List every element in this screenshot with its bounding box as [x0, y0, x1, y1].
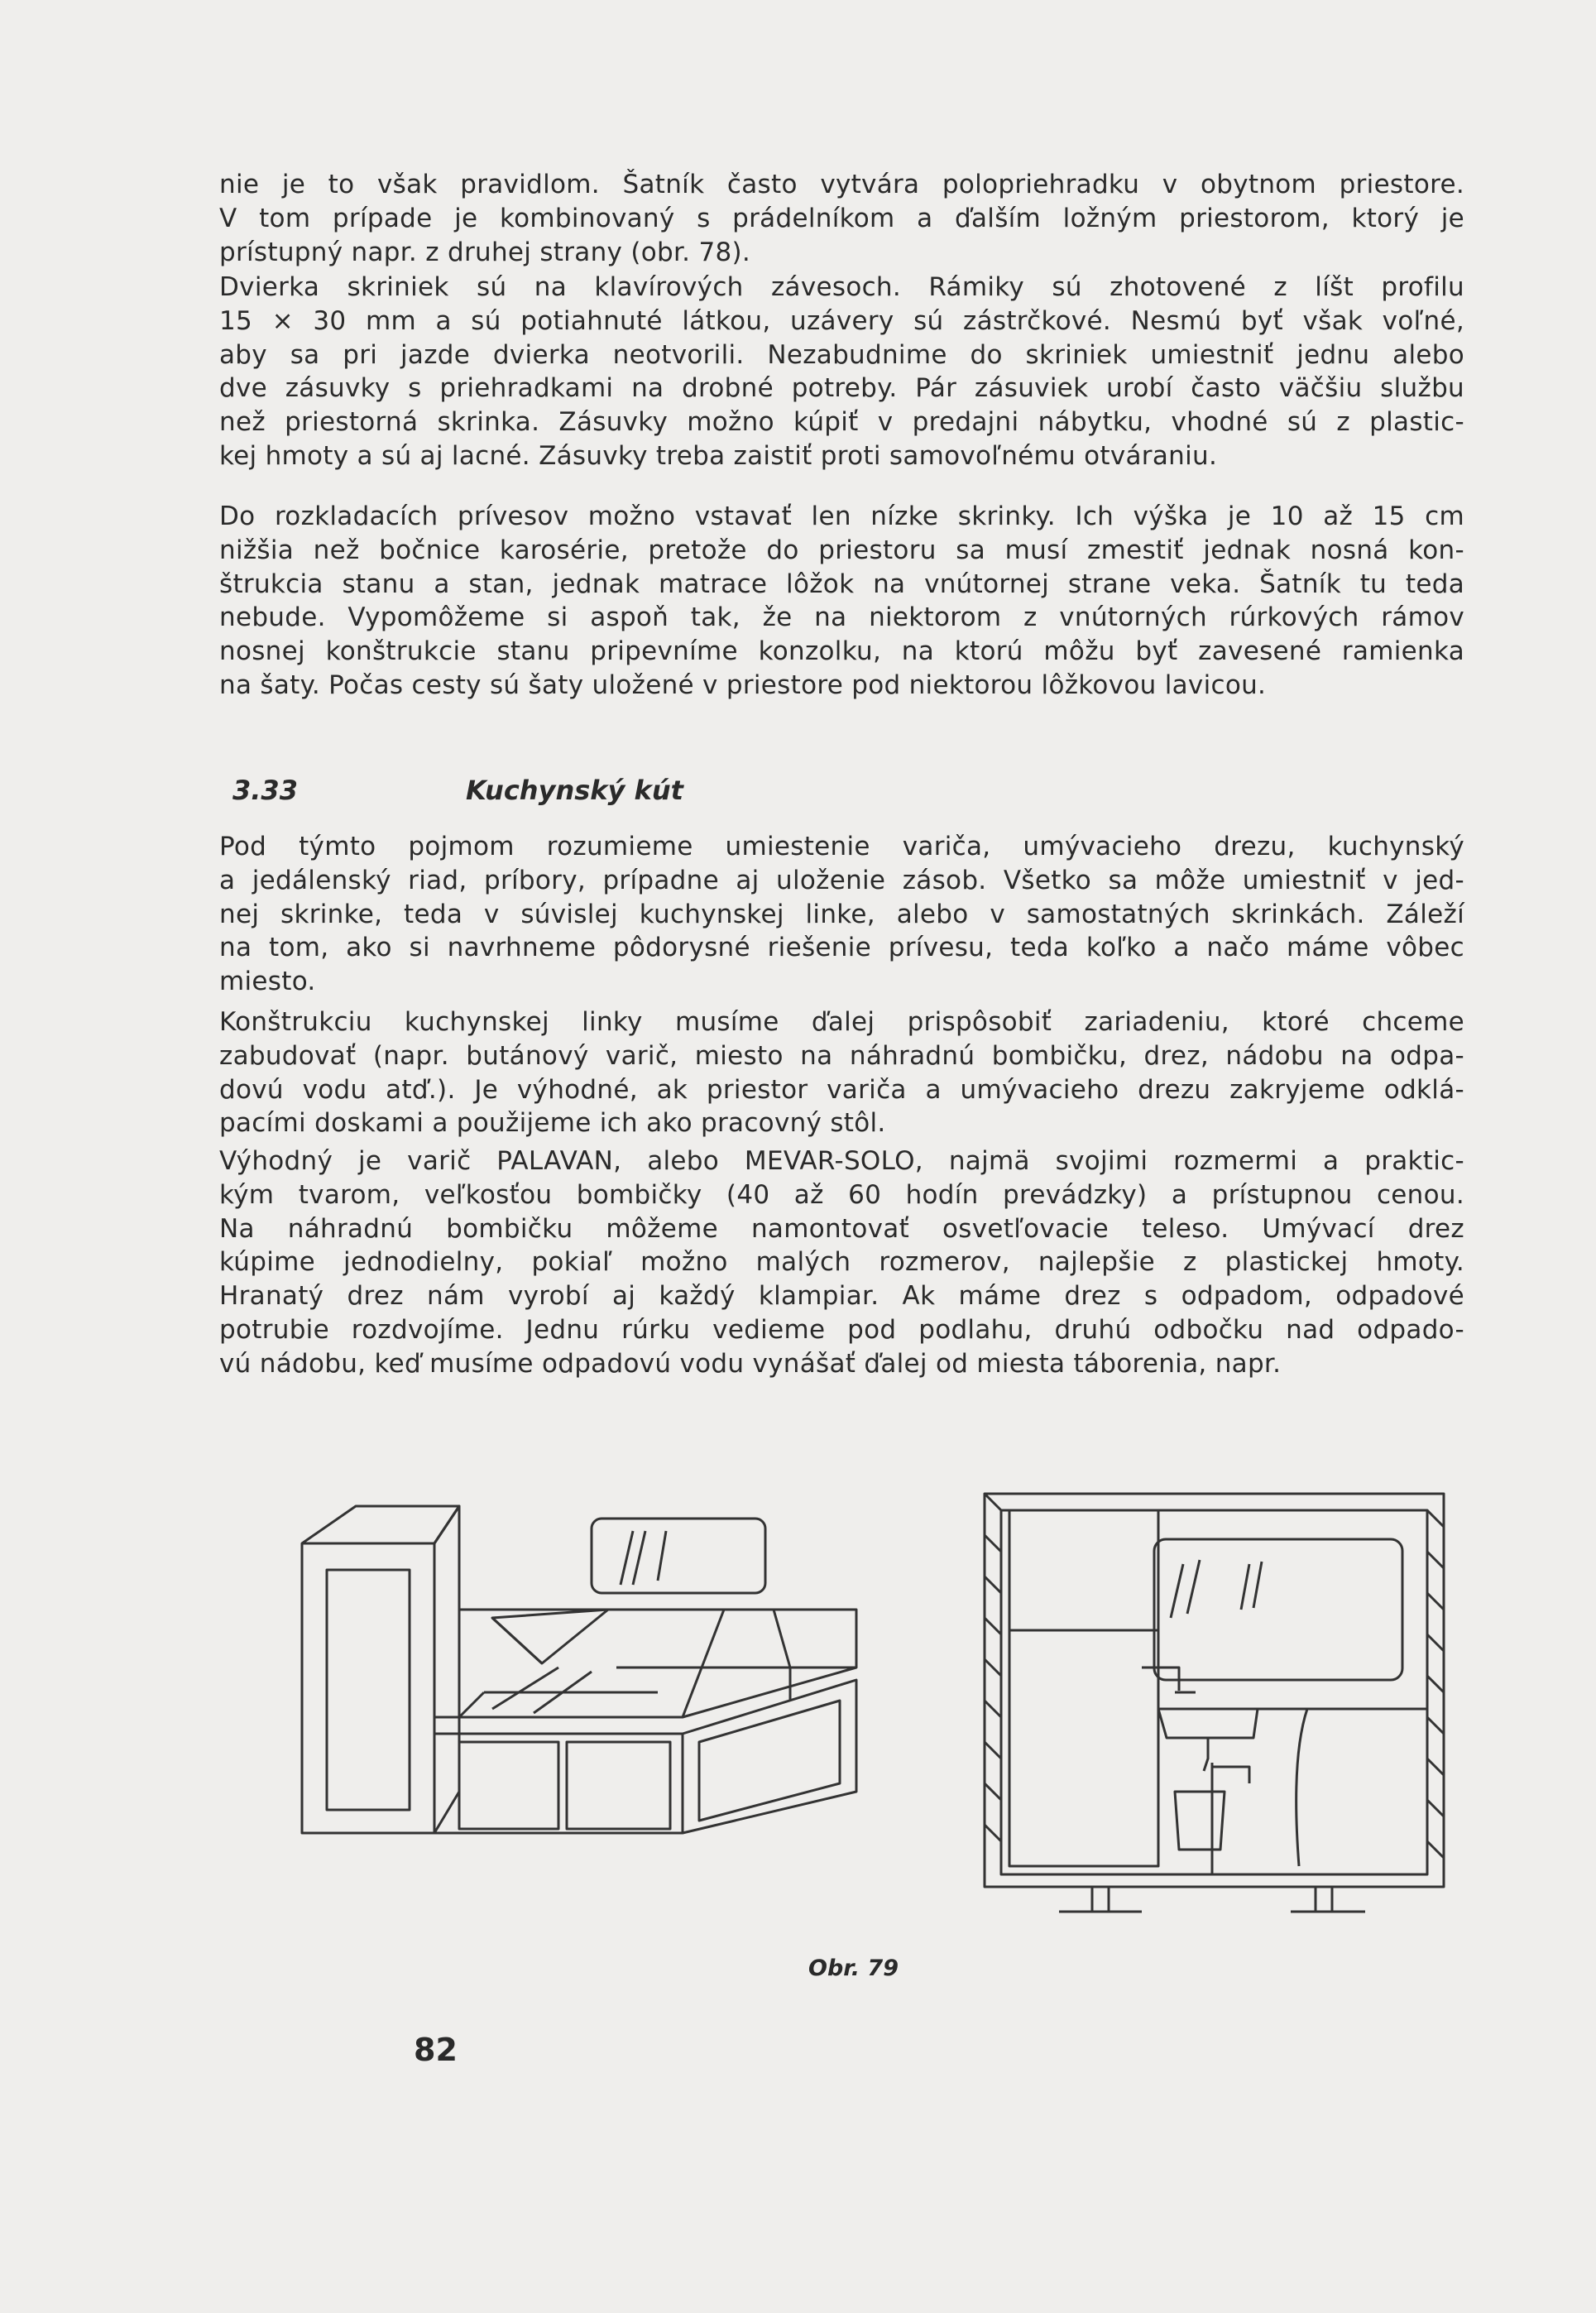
text-line: než priestorná skrinka. Zásuvky možno kúpiť v predajni nábytku, vhodné sú z plastic-: [219, 407, 1464, 438]
text-line: a jedálenský riad, príbory, prípadne aj uloženie zásob. Všetko sa môže umiestniť v jed-: [219, 865, 1464, 895]
text-line: Výhodný je varič PALAVAN, alebo MEVAR-SOLO, najmä svojimi rozmermi a praktic-: [219, 1146, 1464, 1176]
page-number: 82: [414, 2032, 458, 2068]
text-line: nie je to však pravidlom. Šatník často vytvára polopriehradku v obytnom priestore.: [219, 170, 1464, 199]
figure-caption: Obr. 79: [808, 1955, 899, 1981]
text-line: kým tvarom, veľkosťou bombičky (40 až 60 hodín prevádzky) a prístupnou cenou.: [219, 1179, 1464, 1210]
paragraph-kitchen-construction: [219, 1005, 1464, 1140]
kitchen-unit-section-drawing: [976, 1485, 1456, 1949]
paragraph-cabinet-doors: [219, 271, 1464, 473]
text-line: kúpime jednodielny, pokiaľ možno malých rozmerov, najlepšie z plastickej hmoty.: [219, 1247, 1464, 1278]
paragraph-wardrobe: [219, 168, 1464, 269]
text-line: Pod týmto pojmom rozumieme umiestenie variča, umývacieho drezu, kuchynský: [219, 832, 1464, 861]
kitchen-unit-perspective-drawing: [294, 1494, 873, 1858]
text-line: prístupný napr. z druhej strany (obr. 78).: [219, 237, 751, 267]
text-line: štrukcia stanu a stan, jednak matrace lôžok na vnútornej strane veka. Šatník tu teda: [219, 569, 1464, 599]
text-line: nebude. Vypomôžeme si aspoň tak, že na niektorom z vnútorných rúrkových rámov: [219, 602, 1464, 633]
section-number: 3.33: [232, 775, 298, 806]
text-line: kej hmoty a sú aj lacné. Zásuvky treba zaistiť proti samovoľnému otváraniu.: [219, 440, 1218, 471]
text-line: dve zásuvky s priehradkami na drobné potreby. Pár zásuviek urobí často väčšiu službu: [219, 373, 1464, 404]
text-line: V tom prípade je kombinovaný s prádelníkom a ďalším ložným priestorom, ktorý je: [219, 203, 1464, 233]
section-title: Kuchynský kút: [466, 775, 683, 806]
text-line: potrubie rozdvojíme. Jednu rúrku vedieme pod podlahu, druhú odbočku nad odpado-: [219, 1314, 1464, 1345]
text-line: nižšia než bočnice karosérie, pretože do priestoru sa musí zmestiť jednak nosná kon-: [219, 535, 1464, 565]
text-line: zabudovať (napr. butánový varič, miesto na náhradnú bombičku, drez, nádobu na odpa-: [219, 1040, 1464, 1071]
text-line: Hranatý drez nám vyrobí aj každý klampiar. Ak máme drez s odpadom, odpadové: [219, 1281, 1464, 1312]
text-line: Do rozkladacích prívesov možno vstavať len nízke skrinky. Ich výška je 10 až 15 cm: [219, 501, 1464, 531]
paragraph-kitchen-intro: [219, 830, 1464, 999]
text-line: Na náhradnú bombičku môžeme namontovať osvetľovacie teleso. Umývací drez: [219, 1213, 1464, 1244]
text-line: Dvierka skriniek sú na klavírových závesoch. Rámiky sú zhotovené z líšt profilu: [219, 272, 1464, 302]
text-line: nej skrinke, teda v súvislej kuchynskej linke, alebo v samostatných skrinkách. Záleží: [219, 899, 1464, 929]
paragraph-folding-trailers: [219, 500, 1464, 703]
text-line: pacími doskami a použijeme ich ako pracovný stôl.: [219, 1108, 886, 1139]
text-line: 15 × 30 mm a sú potiahnuté látkou, uzávery sú zástrčkové. Nesmú byť však voľné,: [219, 305, 1464, 336]
text-line: Konštrukciu kuchynskej linky musíme ďalej prispôsobiť zariadeniu, ktoré chceme: [219, 1007, 1464, 1037]
text-line: dovú vodu atď.). Je výhodné, ak priestor variča a umývacieho drezu zakryjeme odklá-: [219, 1074, 1464, 1105]
text-line: nosnej konštrukcie stanu pripevníme konzolku, na ktorú môžu byť zavesené ramienka: [219, 636, 1464, 667]
text-line: na šaty. Počas cesty sú šaty uložené v priestore pod niektorou lôžkovou lavicou.: [219, 669, 1267, 700]
text-line: vú nádobu, keď musíme odpadovú vodu vynášať ďalej od miesta táborenia, napr.: [219, 1348, 1282, 1379]
text-line: na tom, ako si navrhneme pôdorysné riešenie prívesu, teda koľko a načo máme vôbec: [219, 933, 1464, 963]
text-line: aby sa pri jazde dvierka neotvorili. Nezabudnime do skriniek umiestniť jednu alebo: [219, 339, 1464, 370]
text-line: miesto.: [219, 967, 316, 997]
paragraph-stove-sink: [219, 1145, 1464, 1381]
